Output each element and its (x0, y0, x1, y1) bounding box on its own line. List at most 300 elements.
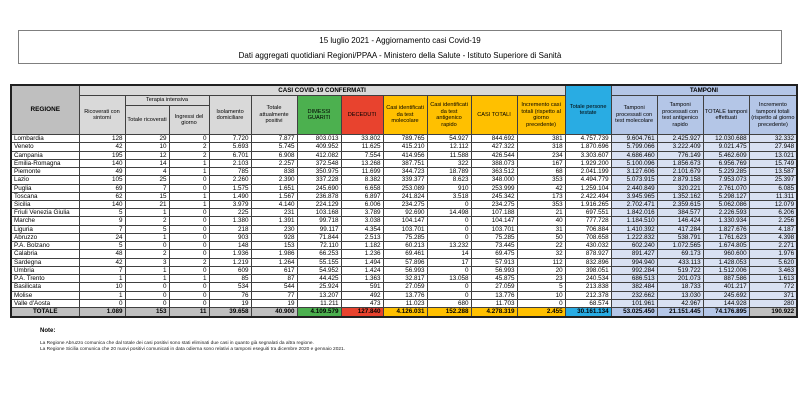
value-cell: 5.693 (209, 143, 251, 151)
value-cell: 13.268 (341, 159, 383, 167)
value-cell: 8.382 (341, 176, 383, 184)
report-subtitle: Dati aggregati quotidiani Regioni/PPAA - Ministero della Salute - Istituto Superiore di Sanità (238, 51, 562, 60)
value-cell: 101.961 (611, 299, 657, 307)
value-cell: 994.940 (611, 258, 657, 266)
value-cell: 76 (209, 291, 251, 299)
value-cell: 414.956 (383, 151, 427, 159)
value-cell: 344.723 (383, 168, 427, 176)
table-total-row (11, 308, 797, 317)
value-cell: 1.827.676 (703, 225, 749, 233)
value-cell: 11.588 (427, 151, 471, 159)
region-name: P.A. Bolzano (11, 242, 79, 250)
value-cell: 1.490 (209, 192, 251, 200)
value-cell: 3.038 (341, 217, 383, 225)
note-sicilia: La Regione Sicilia comunica che 20 nuovi positivi comunicati in data odierna sono relativi a tamponi eseguiti tra dicembre 2020 e gennaio 2021. (40, 347, 346, 352)
value-cell: 13.232 (427, 242, 471, 250)
region-name: Umbria (11, 266, 79, 274)
value-cell: 74.176.895 (703, 308, 749, 317)
table-row (11, 258, 797, 266)
value-cell: 4.140 (251, 201, 297, 209)
value-cell: 25.924 (297, 283, 341, 291)
table-row (11, 242, 797, 250)
value-cell: 9 (79, 217, 125, 225)
value-cell: 534 (209, 283, 251, 291)
value-cell: 32.332 (749, 135, 797, 143)
value-cell: 13.776 (383, 291, 427, 299)
value-cell: 44.425 (297, 275, 341, 283)
value-cell: 1.567 (251, 192, 297, 200)
value-cell: 680 (427, 299, 471, 307)
value-cell: 21 (517, 209, 565, 217)
value-cell: 5 (79, 209, 125, 217)
value-cell: 878.927 (565, 250, 611, 258)
value-cell: 10 (517, 291, 565, 299)
value-cell: 234.275 (471, 201, 517, 209)
value-cell: 234 (517, 151, 565, 159)
value-cell: 1 (125, 275, 169, 283)
region-name: Friuli Venezia Giulia (11, 209, 79, 217)
region-name: Marche (11, 217, 79, 225)
column-header-isolamento: Isolamento domiciliare (209, 96, 251, 135)
value-cell: 0 (169, 184, 209, 192)
value-cell: 350.975 (297, 168, 341, 176)
value-cell: 1.089 (79, 308, 125, 317)
value-cell: 14.498 (427, 209, 471, 217)
value-cell: 69.173 (657, 250, 703, 258)
value-cell: 232.662 (611, 291, 657, 299)
value-cell: 433.113 (657, 258, 703, 266)
value-cell: 5.100.096 (611, 159, 657, 167)
value-cell: 0 (169, 283, 209, 291)
value-cell: 0 (169, 233, 209, 241)
table-row (11, 225, 797, 233)
value-cell: 231 (251, 209, 297, 217)
notes-title: Note: (40, 328, 56, 334)
value-cell: 1 (79, 291, 125, 299)
region-name: Valle d'Aosta (11, 299, 79, 307)
value-cell: 3.463 (749, 266, 797, 274)
region-name: Abruzzo (11, 233, 79, 241)
group-header-terapia-intensiva: Terapia intensiva (125, 96, 209, 106)
value-cell: 0 (427, 233, 471, 241)
value-cell: 11.699 (341, 168, 383, 176)
value-cell: 49 (79, 168, 125, 176)
value-cell: 903 (209, 233, 251, 241)
value-cell: 0 (125, 299, 169, 307)
value-cell: 5.229.285 (703, 168, 749, 176)
value-cell: 7 (125, 184, 169, 192)
value-cell: 140 (79, 159, 125, 167)
value-cell: 190.922 (749, 308, 797, 317)
value-cell: 1.428.053 (703, 258, 749, 266)
value-cell: 7.554 (341, 151, 383, 159)
value-cell: 167 (517, 159, 565, 167)
value-cell: 212.378 (565, 291, 611, 299)
value-cell: 253.089 (383, 184, 427, 192)
value-cell: 13.587 (749, 168, 797, 176)
value-cell: 19 (251, 299, 297, 307)
region-name: Emilia-Romagna (11, 159, 79, 167)
column-header-dimessi-guariti: DIMESSI GUARITI (297, 96, 341, 135)
value-cell: 13.030 (657, 291, 703, 299)
value-cell: 99.117 (297, 225, 341, 233)
value-cell: 6.206 (749, 209, 797, 217)
value-cell: 1.856.673 (657, 159, 703, 167)
value-cell: 18.733 (657, 283, 703, 291)
value-cell: 6.006 (341, 201, 383, 209)
region-name: Piemonte (11, 168, 79, 176)
value-cell: 1 (169, 201, 209, 209)
value-cell: 2 (169, 258, 209, 266)
value-cell: 11.211 (297, 299, 341, 307)
value-cell: 75.285 (383, 233, 427, 241)
value-cell: 415.210 (383, 143, 427, 151)
value-cell: 1 (169, 168, 209, 176)
value-cell: 1.391 (251, 217, 297, 225)
region-name: Liguria (11, 225, 79, 233)
value-cell: 8.623 (427, 176, 471, 184)
value-cell: 69.461 (383, 250, 427, 258)
value-cell: 54.927 (427, 135, 471, 143)
group-header-tamponi: TAMPONI (611, 85, 797, 96)
value-cell: 17 (427, 258, 471, 266)
value-cell: 218 (209, 225, 251, 233)
value-cell: 1 (169, 192, 209, 200)
value-cell: 7 (79, 266, 125, 274)
value-cell: 609 (209, 266, 251, 274)
value-cell: 2.390 (251, 176, 297, 184)
table-row (11, 151, 797, 159)
value-cell: 42 (79, 143, 125, 151)
value-cell: 0 (517, 299, 565, 307)
table-row (11, 201, 797, 209)
value-cell: 4.757.739 (565, 135, 611, 143)
value-cell: 381 (517, 135, 565, 143)
value-cell: 11.023 (383, 299, 427, 307)
value-cell: 5 (517, 283, 565, 291)
value-cell: 2.041.199 (565, 168, 611, 176)
value-cell: 92.690 (383, 209, 427, 217)
value-cell: 2.101.679 (657, 168, 703, 176)
table-row (11, 159, 797, 167)
value-cell: 15.749 (749, 159, 797, 167)
value-cell: 5 (79, 242, 125, 250)
value-cell: 2.761.070 (703, 184, 749, 192)
value-cell: 353 (517, 176, 565, 184)
value-cell: 56.993 (383, 266, 427, 274)
value-cell: 0 (169, 225, 209, 233)
value-cell: 153 (251, 242, 297, 250)
value-cell: 146.424 (657, 217, 703, 225)
value-cell: 417.284 (657, 225, 703, 233)
region-name: TOTALE (11, 308, 79, 317)
value-cell: 85 (209, 275, 251, 283)
value-cell: 32 (517, 250, 565, 258)
value-cell: 1.184.510 (611, 217, 657, 225)
value-cell: 60.213 (383, 242, 427, 250)
value-cell: 0 (169, 209, 209, 217)
value-cell: 1.363 (341, 275, 383, 283)
value-cell: 23 (517, 275, 565, 283)
value-cell: 1.870.696 (565, 143, 611, 151)
value-cell: 27.948 (749, 143, 797, 151)
value-cell: 13.021 (749, 151, 797, 159)
column-header-persone-testate: Totale persone testate (565, 85, 611, 135)
value-cell: 20 (517, 266, 565, 274)
value-cell: 144.928 (703, 299, 749, 307)
value-cell: 29 (125, 135, 169, 143)
value-cell: 50 (517, 233, 565, 241)
value-cell: 5.620 (749, 258, 797, 266)
value-cell: 6.956.769 (703, 159, 749, 167)
value-cell: 10 (79, 283, 125, 291)
value-cell: 18.789 (427, 168, 471, 176)
region-name: Campania (11, 151, 79, 159)
value-cell: 0 (125, 242, 169, 250)
value-cell: 3 (125, 258, 169, 266)
value-cell: 104.147 (383, 217, 427, 225)
value-cell: 0 (427, 266, 471, 274)
value-cell: 12 (125, 151, 169, 159)
value-cell: 1.182 (341, 242, 383, 250)
value-cell: 6.701 (209, 151, 251, 159)
value-cell: 0 (125, 283, 169, 291)
value-cell: 13.776 (471, 291, 517, 299)
value-cell: 201.073 (657, 275, 703, 283)
value-cell: 928 (251, 233, 297, 241)
table-row (11, 275, 797, 283)
region-name: Veneto (11, 143, 79, 151)
value-cell: 128 (79, 135, 125, 143)
value-cell: 409.952 (297, 143, 341, 151)
value-cell: 832.896 (565, 258, 611, 266)
value-cell: 1 (169, 159, 209, 167)
value-cell: 0 (169, 217, 209, 225)
value-cell: 0 (427, 225, 471, 233)
value-cell: 107.188 (471, 209, 517, 217)
value-cell: 245.692 (703, 291, 749, 299)
value-cell: 57.913 (471, 258, 517, 266)
value-cell: 40.900 (251, 308, 297, 317)
value-cell: 105 (79, 176, 125, 184)
value-cell: 224.129 (297, 201, 341, 209)
value-cell: 0 (79, 299, 125, 307)
region-name: P.A. Trento (11, 275, 79, 283)
value-cell: 844.692 (471, 135, 517, 143)
value-cell: 2.440.849 (611, 184, 657, 192)
value-cell: 3.945.965 (611, 192, 657, 200)
value-cell: 337.228 (297, 176, 341, 184)
value-cell: 30.161.134 (565, 308, 611, 317)
value-cell: 427.322 (471, 143, 517, 151)
value-cell: 2.271 (749, 242, 797, 250)
value-cell: 401.217 (703, 283, 749, 291)
value-cell: 4.278.319 (471, 308, 517, 317)
value-cell: 87 (251, 275, 297, 283)
value-cell: 9.021.475 (703, 143, 749, 151)
value-cell: 5.745 (251, 143, 297, 151)
column-header-ricoverati: Ricoverati con sintomi (79, 96, 125, 135)
value-cell: 1 (169, 275, 209, 283)
value-cell: 2.260 (209, 176, 251, 184)
value-cell: 225 (209, 209, 251, 217)
value-cell: 103.701 (383, 225, 427, 233)
value-cell: 1.976 (749, 250, 797, 258)
value-cell: 1 (125, 233, 169, 241)
value-cell: 245.690 (297, 184, 341, 192)
value-cell: 253.999 (471, 184, 517, 192)
value-cell: 13.207 (297, 291, 341, 299)
value-cell: 152.288 (427, 308, 471, 317)
value-cell: 39.658 (209, 308, 251, 317)
value-cell: 234.275 (383, 201, 427, 209)
header-sub-row (11, 96, 797, 106)
value-cell: 25.397 (749, 176, 797, 184)
value-cell: 519.722 (657, 266, 703, 274)
value-cell: 195 (79, 151, 125, 159)
value-cell: 0 (169, 299, 209, 307)
value-cell: 148 (209, 242, 251, 250)
table-row (11, 291, 797, 299)
value-cell: 27.059 (471, 283, 517, 291)
value-cell: 241.824 (383, 192, 427, 200)
covid-data-table (10, 84, 798, 318)
value-cell: 22 (517, 242, 565, 250)
value-cell: 1.674.805 (703, 242, 749, 250)
value-cell: 57.896 (383, 258, 427, 266)
value-cell: 3.127.606 (611, 168, 657, 176)
value-cell: 412.082 (297, 151, 341, 159)
value-cell: 7 (79, 225, 125, 233)
value-cell: 5.298.127 (703, 192, 749, 200)
value-cell: 0 (125, 291, 169, 299)
value-cell: 140 (79, 201, 125, 209)
value-cell: 103.168 (297, 209, 341, 217)
table-row (11, 176, 797, 184)
column-header-incremento-casi: Incremento casi totali (rispetto al giorno precedente) (517, 96, 565, 135)
value-cell: 706.884 (565, 225, 611, 233)
value-cell: 68 (517, 168, 565, 176)
value-cell: 68.574 (565, 299, 611, 307)
value-cell: 0 (427, 291, 471, 299)
region-name: Calabria (11, 250, 79, 258)
value-cell: 887.586 (703, 275, 749, 283)
value-cell: 62 (79, 192, 125, 200)
value-cell: 99.718 (297, 217, 341, 225)
value-cell: 2 (125, 217, 169, 225)
column-header-ti-totale: Totale ricoverati (125, 106, 169, 135)
value-cell: 213.838 (565, 283, 611, 291)
value-cell: 2.103 (209, 159, 251, 167)
value-cell: 1.929.200 (565, 159, 611, 167)
value-cell: 960.600 (703, 250, 749, 258)
value-cell: 1.575 (209, 184, 251, 192)
value-cell: 1.072.565 (657, 242, 703, 250)
column-header-ti-ingressi: Ingressi del giorno (169, 106, 209, 135)
value-cell: 40 (517, 217, 565, 225)
value-cell: 544 (251, 283, 297, 291)
value-cell: 12.079 (749, 201, 797, 209)
value-cell: 538.791 (657, 233, 703, 241)
value-cell: 353 (517, 201, 565, 209)
table-row (11, 250, 797, 258)
value-cell: 1.410.392 (611, 225, 657, 233)
value-cell: 1 (79, 275, 125, 283)
value-cell: 318 (517, 143, 565, 151)
value-cell: 785 (209, 168, 251, 176)
value-cell: 789.765 (383, 135, 427, 143)
value-cell: 2 (169, 143, 209, 151)
value-cell: 0 (169, 176, 209, 184)
value-cell: 0 (169, 250, 209, 258)
value-cell: 4.686.460 (611, 151, 657, 159)
value-cell: 602.240 (611, 242, 657, 250)
value-cell: 2.425.927 (657, 135, 703, 143)
value-cell: 6.658 (341, 184, 383, 192)
value-cell: 0 (427, 201, 471, 209)
value-cell: 12.112 (427, 143, 471, 151)
column-header-casi-totali: CASI TOTALI (471, 96, 517, 135)
value-cell: 7.953.073 (703, 176, 749, 184)
table-body (11, 135, 797, 317)
value-cell: 2.226.593 (703, 209, 749, 217)
value-cell: 27.059 (383, 283, 427, 291)
value-cell: 2.513 (341, 233, 383, 241)
value-cell: 1.651 (251, 184, 297, 192)
value-cell: 320.221 (657, 184, 703, 192)
region-name: Toscana (11, 192, 79, 200)
column-header-incremento-tamponi: Incremento tamponi totali (rispetto al giorno precedente) (749, 96, 797, 135)
value-cell: 66.253 (297, 250, 341, 258)
value-cell: 14 (125, 159, 169, 167)
value-cell: 426.544 (471, 151, 517, 159)
value-cell: 776.149 (657, 151, 703, 159)
value-cell: 1.236 (341, 250, 383, 258)
value-cell: 14 (427, 250, 471, 258)
value-cell: 4.187 (749, 225, 797, 233)
value-cell: 4.494.779 (565, 176, 611, 184)
value-cell: 0 (427, 283, 471, 291)
value-cell: 371 (749, 291, 797, 299)
value-cell: 245.342 (471, 192, 517, 200)
column-header-tamponi-antigenico: Tamponi processati con test antigenico rapido (657, 96, 703, 135)
value-cell: 372.548 (297, 159, 341, 167)
value-cell: 2 (125, 250, 169, 258)
note-abruzzo: La Regione Abruzzo comunica che dal totale dei casi positivi sono stati eliminati due casi in quanto già segnalati da altra regione. (40, 341, 314, 346)
value-cell: 6.897 (341, 192, 383, 200)
value-cell: 15 (125, 192, 169, 200)
value-cell: 11 (169, 308, 209, 317)
value-cell: 173 (517, 192, 565, 200)
value-cell: 230 (251, 225, 297, 233)
value-cell: 11.625 (341, 143, 383, 151)
value-cell: 6.085 (749, 184, 797, 192)
value-cell: 777.728 (565, 217, 611, 225)
value-cell: 492 (341, 291, 383, 299)
value-cell: 73.445 (471, 242, 517, 250)
value-cell: 4.354 (341, 225, 383, 233)
table-row (11, 299, 797, 307)
value-cell: 1.219 (209, 258, 251, 266)
value-cell: 1.842.016 (611, 209, 657, 217)
value-cell: 473 (341, 299, 383, 307)
value-cell: 19 (209, 299, 251, 307)
value-cell: 7.720 (209, 135, 251, 143)
value-cell: 2.257 (251, 159, 297, 167)
value-cell: 21.151.445 (657, 308, 703, 317)
value-cell: 772 (749, 283, 797, 291)
column-header-casi-antigenico: Casi identificati da test antigenico rapido (427, 96, 471, 135)
